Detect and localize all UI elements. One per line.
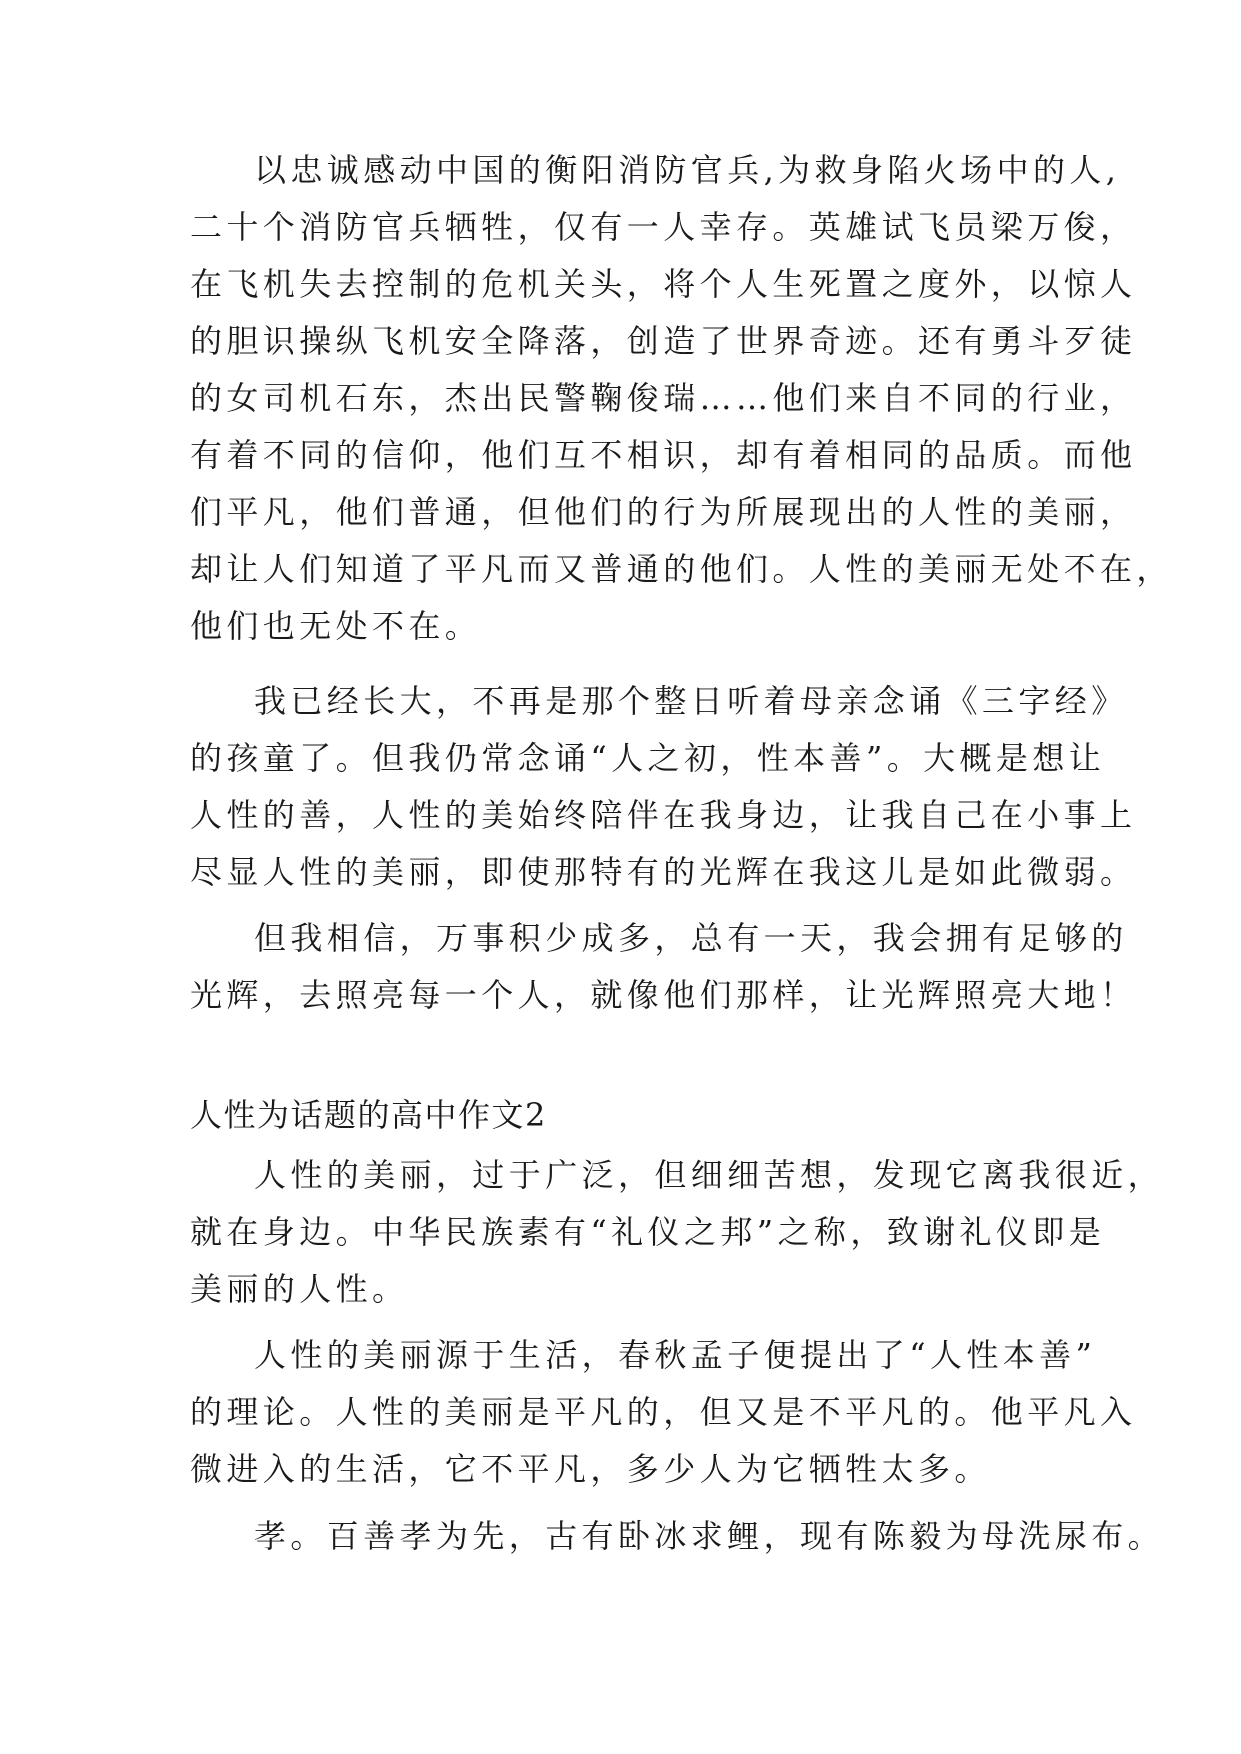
paragraph-line: 美丽的人性。	[190, 1270, 409, 1308]
paragraph-line: 有着不同的信仰，他们互不相识，却有着相同的品质。而他	[190, 436, 1137, 474]
paragraph-line: 们平凡，他们普通，但他们的行为所展现出的人性的美丽，	[190, 493, 1137, 531]
paragraph-line: 微进入的生活，它不平凡，多少人为它牺牲太多。	[190, 1450, 991, 1488]
paragraph-line: 却让人们知道了平凡而又普通的他们。人性的美丽无处不在，	[190, 550, 1173, 588]
paragraph-line: 他们也无处不在。	[190, 607, 482, 645]
paragraph-line: 光辉，去照亮每一个人，就像他们那样，让光辉照亮大地！	[190, 976, 1137, 1014]
paragraph-line: 人性的美丽源于生活，春秋孟子便提出了“人性本善”	[254, 1336, 1097, 1374]
paragraph-line: 孝。百善孝为先，古有卧冰求鲤，现有陈毅为母洗尿布。	[254, 1517, 1165, 1555]
paragraph-line: 以忠诚感动中国的衡阳消防官兵,为救身陷火场中的人,	[254, 151, 1121, 189]
paragraph-line: 尽显人性的美丽，即使那特有的光辉在我这儿是如此微弱。	[190, 853, 1137, 891]
paragraph-line: 但我相信，万事积少成多，总有一天，我会拥有足够的	[254, 919, 1128, 957]
paragraph-line: 的女司机石东，杰出民警鞠俊瑞……他们来自不同的行业，	[190, 379, 1137, 417]
paragraph-line: 人性的美丽，过于广泛，但细细苦想，发现它离我很近，	[254, 1156, 1165, 1194]
paragraph-line: 二十个消防官兵牺牲，仅有一人幸存。英雄试飞员梁万俊，	[190, 208, 1137, 246]
paragraph-line: 人性的善，人性的美始终陪伴在我身边，让我自己在小事上	[190, 796, 1137, 834]
paragraph-line: 就在身边。中华民族素有“礼仪之邦”之称，致谢礼仪即是	[190, 1213, 1106, 1251]
paragraph-line: 的理论。人性的美丽是平凡的，但又是不平凡的。他平凡入	[190, 1393, 1137, 1431]
paragraph-line: 在飞机失去控制的危机关头，将个人生死置之度外，以惊人	[190, 265, 1137, 303]
section-heading: 人性为话题的高中作文2	[190, 1096, 547, 1134]
paragraph-line: 的胆识操纵飞机安全降落，创造了世界奇迹。还有勇斗歹徒	[190, 322, 1137, 360]
paragraph-line: 的孩童了。但我仍常念诵“人之初，性本善”。大概是想让	[190, 739, 1106, 777]
paragraph-line: 我已经长大，不再是那个整日听着母亲念诵《三字经》	[254, 682, 1128, 720]
